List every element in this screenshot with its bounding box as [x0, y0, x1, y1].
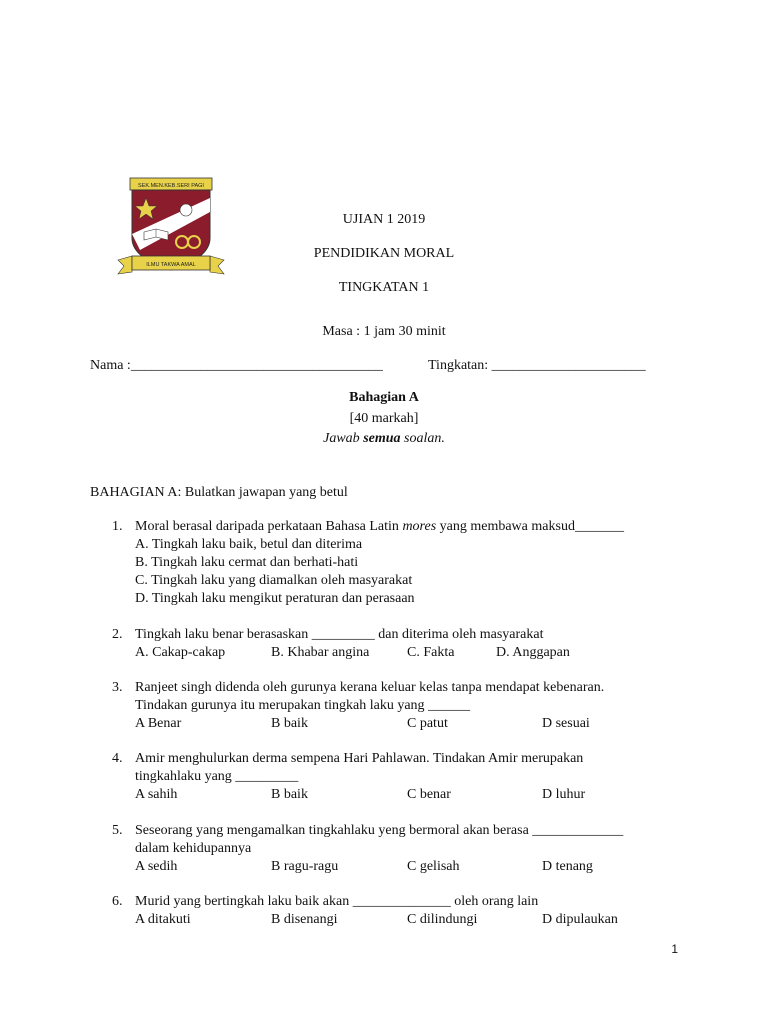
question-number: 6.: [112, 894, 123, 909]
answer-option[interactable]: D dipulaukan: [542, 912, 618, 927]
answer-option[interactable]: A sedih: [135, 859, 178, 874]
question-text: Amir menghulurkan derma sempena Hari Pahlawan. Tindakan Amir merupakan: [135, 751, 584, 766]
answer-option[interactable]: D tenang: [542, 859, 593, 874]
question-number: 2.: [112, 627, 123, 642]
answer-option[interactable]: B baik: [271, 787, 308, 802]
question-text: Murid yang bertingkah laku baik akan ______________ oleh orang lain: [135, 894, 539, 909]
answer-option[interactable]: A. Tingkah laku baik, betul dan diterima: [135, 537, 363, 552]
question-text: Tingkah laku benar berasaskan _________ dan diterima oleh masyarakat: [135, 627, 544, 642]
answer-option[interactable]: C. Fakta: [407, 645, 455, 660]
answer-option[interactable]: C. Tingkah laku yang diamalkan oleh masyarakat: [135, 573, 413, 588]
question-text: Seseorang yang mengamalkan tingkahlaku yeng bermoral akan berasa _____________: [135, 823, 624, 838]
answer-option[interactable]: B. Khabar angina: [271, 645, 370, 660]
answer-instruction: BAHAGIAN A: Bulatkan jawapan yang betul: [90, 485, 348, 500]
question-text: Tindakan gurunya itu merupakan tingkah laku yang ______: [135, 698, 471, 713]
answer-option[interactable]: A Benar: [135, 716, 182, 731]
question-text: tingkahlaku yang _________: [135, 769, 299, 784]
answer-option[interactable]: D sesuai: [542, 716, 590, 731]
section-marks: [40 markah]: [349, 411, 419, 426]
page-number: 1: [671, 942, 678, 956]
form-title: TINGKATAN 1: [338, 280, 430, 295]
section-instruction: Jawab semua soalan.: [323, 431, 445, 446]
answer-option[interactable]: B ragu-ragu: [271, 859, 339, 874]
answer-option[interactable]: D. Tingkah laku mengikut peraturan dan perasaan: [135, 591, 415, 606]
name-field[interactable]: Nama :____________________________________: [90, 358, 383, 373]
answer-option[interactable]: C gelisah: [407, 859, 460, 874]
answer-option[interactable]: B disenangi: [271, 912, 338, 927]
question-text: dalam kehidupannya: [135, 841, 252, 856]
question-text: Ranjeet singh didenda oleh gurunya kerana keluar kelas tanpa mendapat kebenaran.: [135, 680, 605, 695]
answer-option[interactable]: A sahih: [135, 787, 178, 802]
exam-duration: Masa : 1 jam 30 minit: [322, 324, 446, 339]
question-number: 4.: [112, 751, 123, 766]
answer-option[interactable]: B baik: [271, 716, 308, 731]
question-number: 5.: [112, 823, 123, 838]
question-number: 3.: [112, 680, 123, 695]
question-text: Moral berasal daripada perkataan Bahasa Latin mores yang membawa maksud_______: [135, 519, 624, 534]
question-number: 1.: [112, 519, 123, 534]
svg-text:ILMU TAKWA AMAL: ILMU TAKWA AMAL: [146, 262, 196, 268]
answer-option[interactable]: B. Tingkah laku cermat dan berhati-hati: [135, 555, 359, 570]
svg-text:SEK.MEN.KEB.SERI PAGI: SEK.MEN.KEB.SERI PAGI: [138, 183, 204, 189]
answer-option[interactable]: C benar: [407, 787, 451, 802]
subject-title: PENDIDIKAN MORAL: [313, 246, 455, 261]
answer-option[interactable]: C patut: [407, 716, 448, 731]
exam-title: UJIAN 1 2019: [342, 212, 426, 227]
form-field[interactable]: Tingkatan: ______________________: [428, 358, 646, 373]
answer-option[interactable]: A ditakuti: [135, 912, 191, 927]
answer-option[interactable]: D. Anggapan: [496, 645, 570, 660]
answer-option[interactable]: A. Cakap-cakap: [135, 645, 226, 660]
section-title: Bahagian A: [349, 390, 419, 405]
answer-option[interactable]: C dilindungi: [407, 912, 478, 927]
answer-option[interactable]: D luhur: [542, 787, 586, 802]
